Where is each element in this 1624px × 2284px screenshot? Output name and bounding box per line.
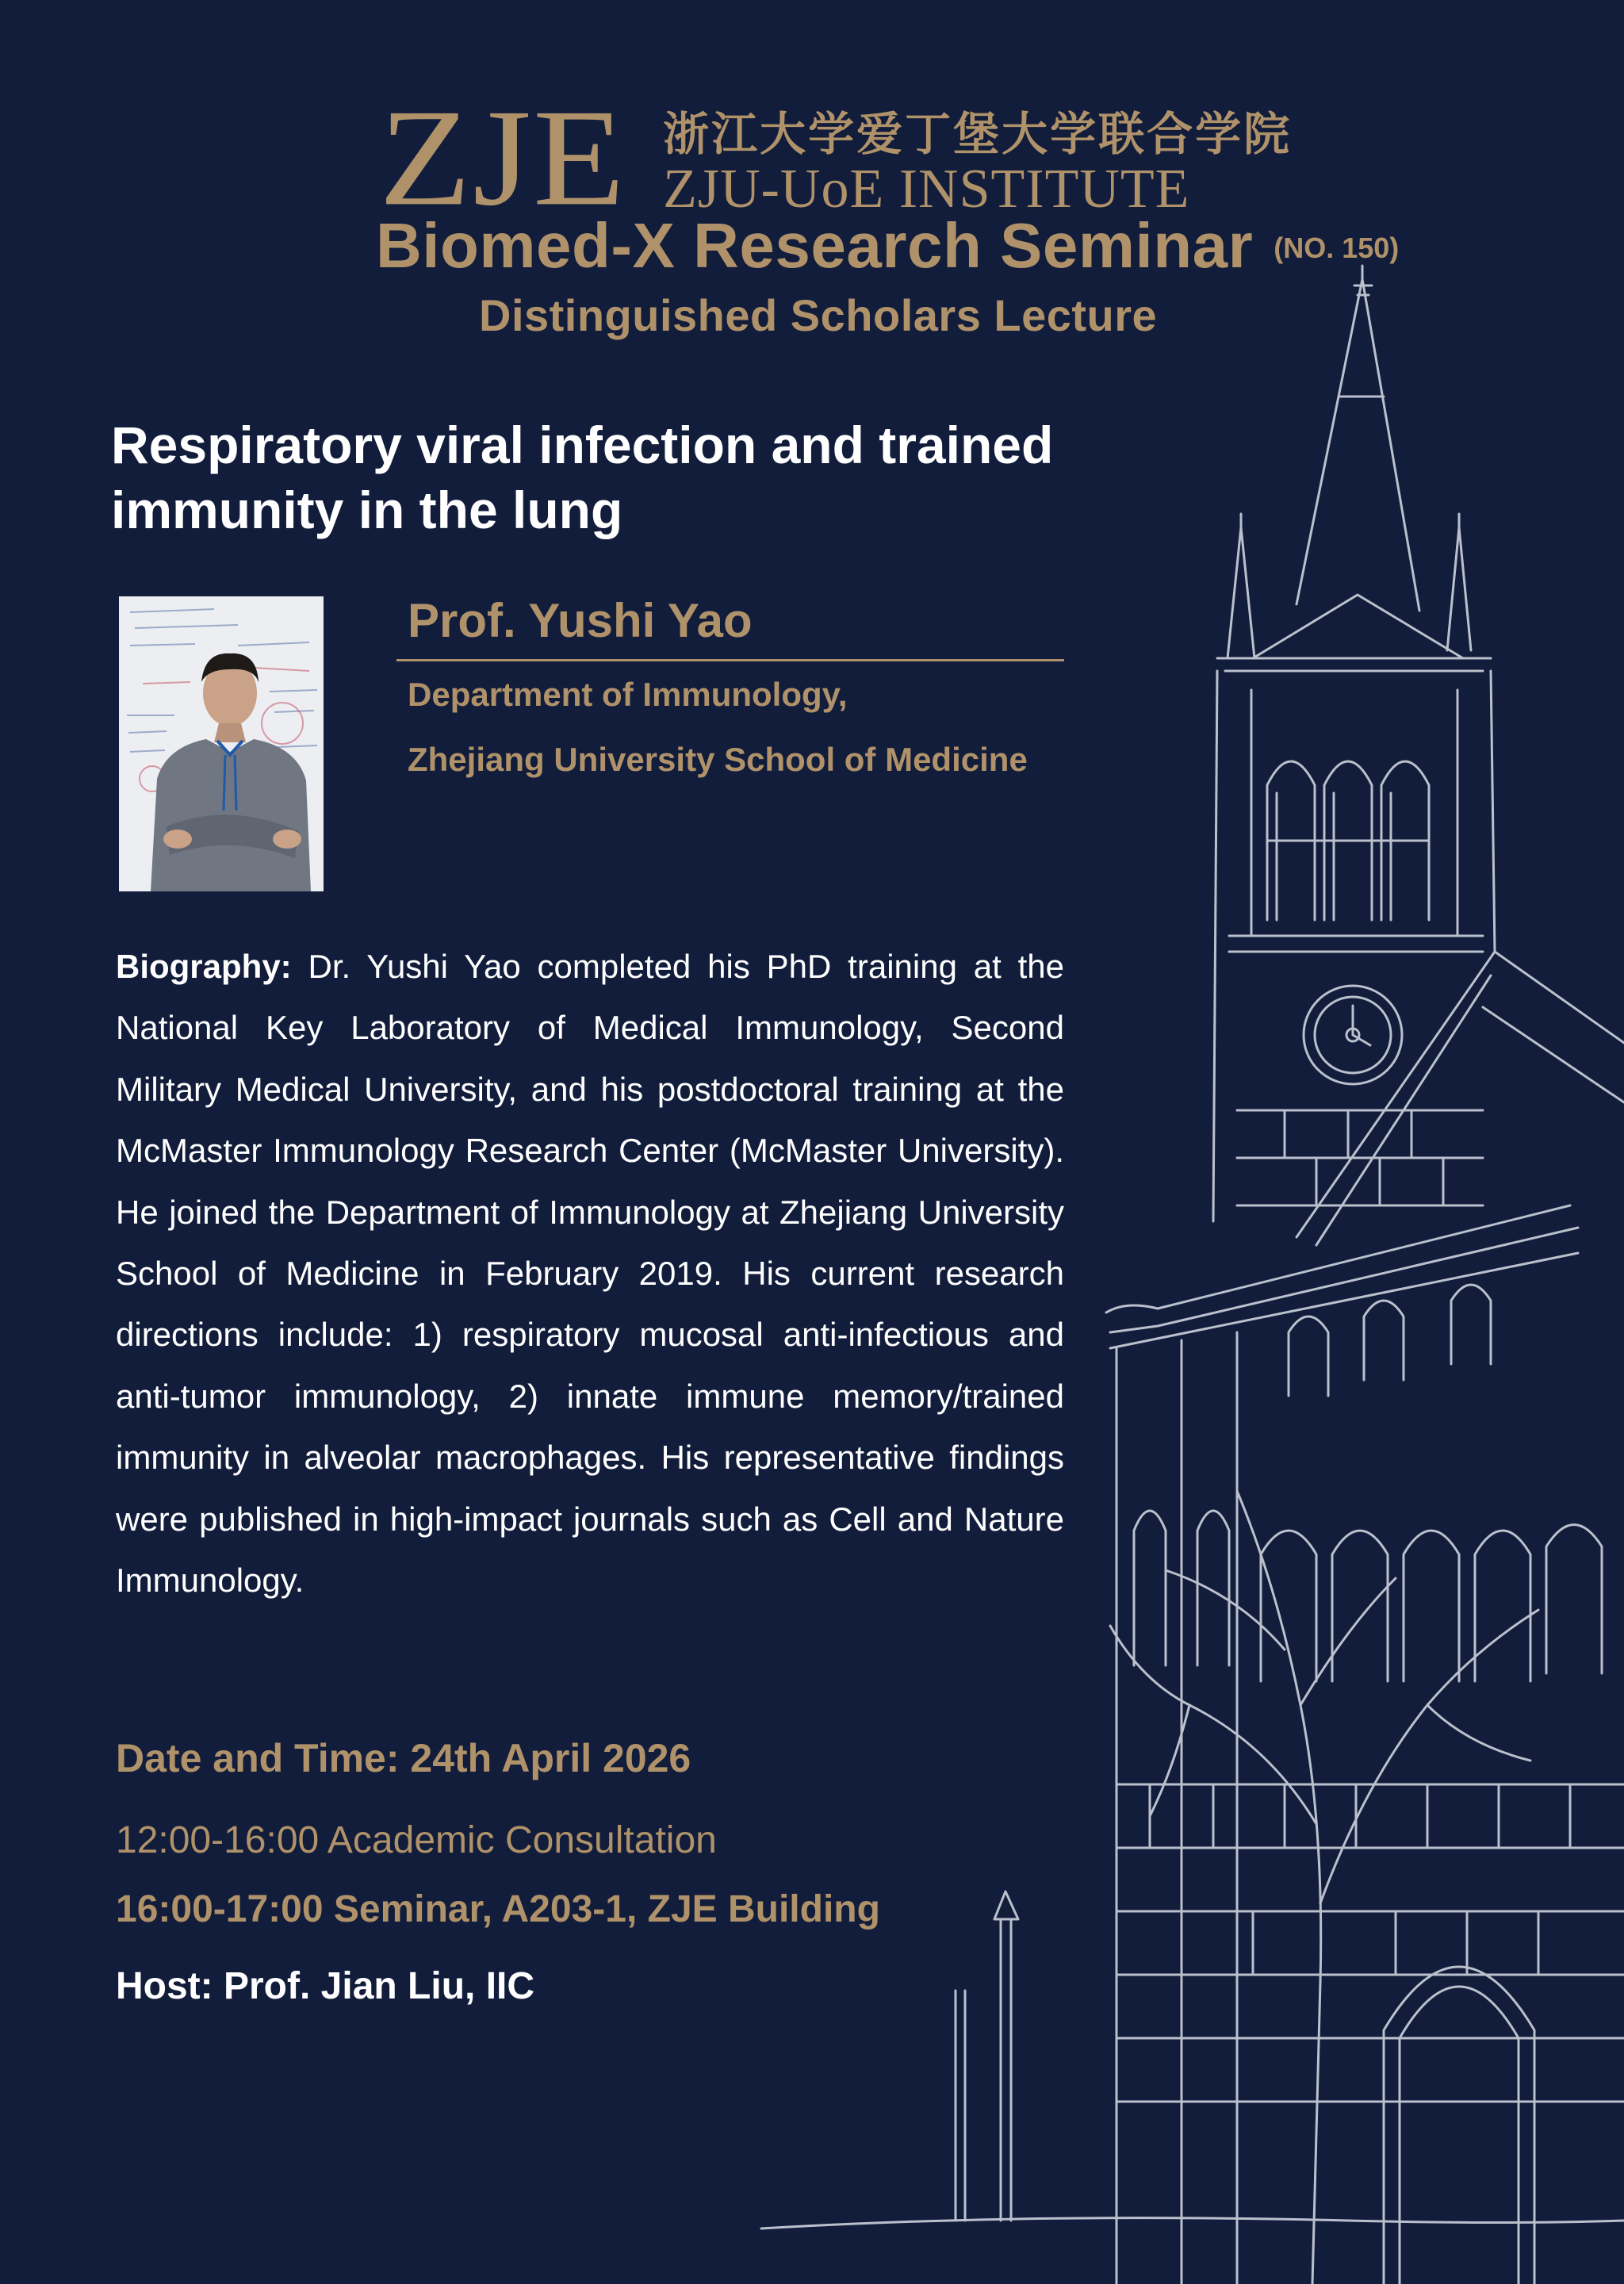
talk-title [111,412,1174,542]
subseries-title: Distinguished Scholars Lecture [479,290,1158,340]
consultation-time: 12:00-16:00 Academic Consultation [116,1819,717,1861]
speaker-affiliation-school: Zhejiang University School of Medicine [408,741,1028,778]
speaker-affiliation-department: Department of Immunology, [408,676,848,713]
event-host: Host: Prof. Jian Liu, IIC [116,1965,535,2007]
biography-text: Dr. Yushi Yao completed his PhD training at the National Key Laboratory of Medical Immunology, Second Military Medical University, and his postdoctoral training at the McMaster Immunology Research Center (McMaster University). He joined the Department of Immunology at Zhejiang University School of Medicine in February 2019. His current research directions include: 1) respiratory mucosal anti-infectious and anti-tumor immunology, 2) innate immune memory/trained immunity in alveolar macrophages. His representative findings were published in high-impact journals such as Cell and Nature Immunology. [116,948,1065,1600]
logo-mark: ZJE [379,81,627,235]
series-title: Biomed-X Research Seminar [376,210,1254,281]
series-heading [376,209,1399,282]
series-number: (NO. 150) [1274,232,1400,264]
speaker-photo [119,596,324,891]
talk-title-line-1: Respiratory viral infection and trained [111,416,1054,474]
institute-name-block [663,109,1292,218]
speaker-divider [396,659,1064,661]
event-date-time: Date and Time: 24th April 2026 [116,1736,691,1780]
speaker-name: Prof. Yushi Yao [408,594,753,647]
speaker-portrait-illustration [119,596,324,891]
biography [116,936,1064,1611]
institute-name-cn: 浙江大学爱丁堡大学联合学院 [663,107,1293,162]
biography-label: Biography: [116,948,292,985]
institute-name-en: ZJU-UoE INSTITUTE [663,159,1190,220]
talk-title-line-2: immunity in the lung [111,481,623,539]
seminar-time-location: 16:00-17:00 Seminar, A203-1, ZJE Building [116,1888,880,1930]
